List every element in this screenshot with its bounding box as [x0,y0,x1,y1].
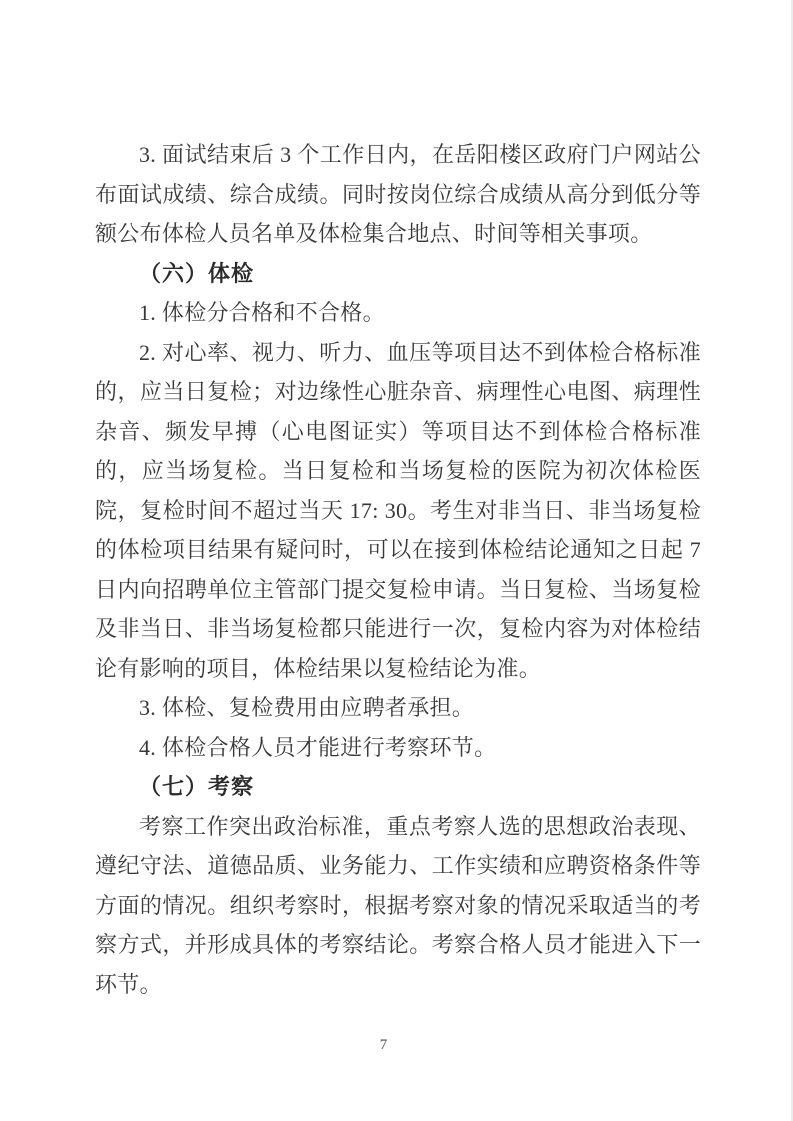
page-number: 7 [379,1037,388,1053]
heading-section-6-physical-exam: （六）体检 [139,260,255,286]
paragraph-exam-fees: 3. 体检、复检费用由应聘者承担。 [139,695,475,720]
paragraph-exam-pass-fail: 1. 体检分合格和不合格。 [139,300,385,325]
document-body [95,135,701,1004]
heading-section-7-inspection: （七）考察 [139,774,255,799]
paragraph-qualified-to-inspection: 4. 体检合格人员才能进行考察环节。 [139,734,497,760]
page-footer [0,1036,791,1054]
paragraph-recheck-rules: 2. 对心率、视力、听力、血压等项目达不到体检合格标准的，应当日复检；对边缘性心脏杂音、病理性心电图、病理性杂音、频发早搏（心电图证实）等项目达不到体检合格标准的，应当场复检。当日复检和当场复检的医院为初次体检医院，复检时间不超过当天 17: 30。考生对非当日、非当场复检的体检项目结果有疑问时，可以在接到体检结论通知之日起 7 日内向招聘单位主管部门提交复检申请。当日复检、当场复检及非当日、非当场复检都只能进行一次，复检内容为对体检结论有影响的项目，体检结果以复检结论为准。 [95,339,701,681]
paragraph-interview-result-announcement: 3. 面试结束后 3 个工作日内，在岳阳楼区政府门户网站公布面试成绩、综合成绩。同时按岗位综合成绩从高分到低分等额公布体检人员名单及体检集合地点、时间等相关事项。 [95,142,701,246]
paragraph-inspection-details: 考察工作突出政治标准，重点考察人选的思想政治表现、遵纪守法、道德品质、业务能力、工作实绩和应聘资格条件等方面的情况。组织考察时，根据考察对象的情况采取适当的考察方式，并形成具体的考察结论。考察合格人员才能进入下一环节。 [95,813,701,997]
